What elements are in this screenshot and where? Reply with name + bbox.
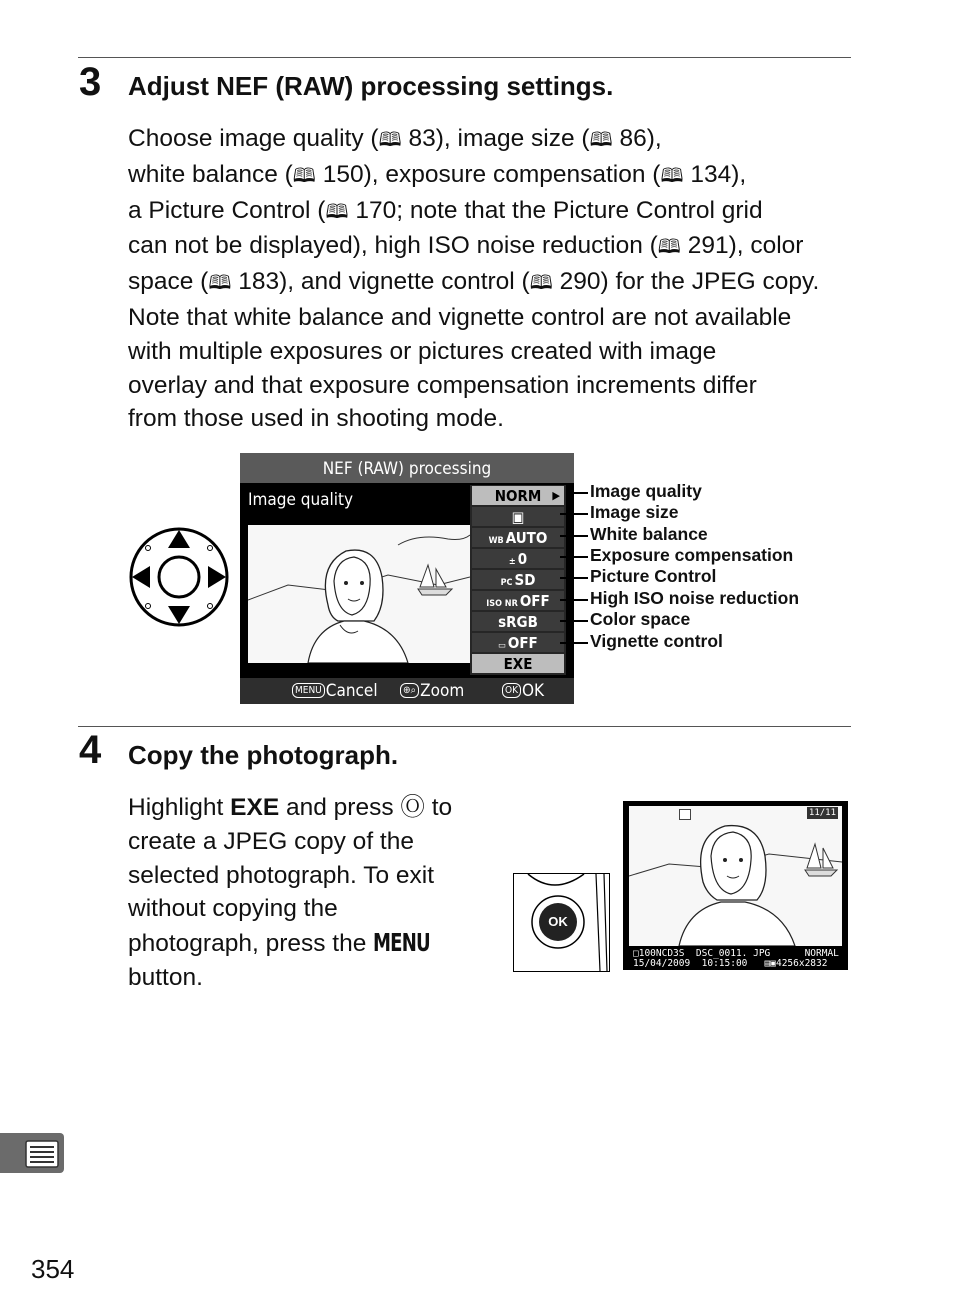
preview-photo xyxy=(248,525,470,663)
description-line: white balance (🕮 150), exposure compensation (🕮 134), xyxy=(128,160,747,188)
callout-label: Vignette control xyxy=(590,631,723,651)
setting-value: OFF xyxy=(519,592,550,610)
playback-screen xyxy=(623,801,848,970)
setting-icon: PC xyxy=(500,578,513,588)
book-reference-icon: 🕮 xyxy=(657,236,681,259)
file-info: □100NCD3S DSC_0011. JPG NORMAL xyxy=(633,948,839,959)
setting-value: AUTO xyxy=(505,529,548,547)
description-line: Note that white balance and vignette control are not available xyxy=(128,303,792,331)
date-info: 15/04/2009 10:15:00 ▤▣4256x2832 xyxy=(633,958,828,969)
callout-leader-line xyxy=(566,492,588,494)
step-number: 4 xyxy=(79,728,102,772)
setting-icon: WB xyxy=(488,536,504,546)
step-description xyxy=(128,122,858,436)
setting-row[interactable] xyxy=(472,570,564,589)
screen-header: NEF (RAW) processing xyxy=(240,453,574,483)
description-line: Choose image quality (🕮 83), image size (🕮 86), xyxy=(128,125,662,152)
step-number: 3 xyxy=(79,60,102,104)
screen-subheader: Image quality xyxy=(248,490,354,510)
book-reference-icon: 🕮 xyxy=(589,129,613,151)
callout-label: High ISO noise reduction xyxy=(590,588,800,608)
step-title: Adjust NEF (RAW) processing settings. xyxy=(128,71,614,101)
callout-leader-line xyxy=(560,620,588,622)
menu-key-icon: MENU xyxy=(292,683,325,698)
callout-leader-line xyxy=(560,556,588,558)
playback-photo xyxy=(629,806,842,946)
setting-value: EXE xyxy=(503,655,533,673)
description-line: space (🕮 183), and vignette control (🕮 290) for the JPEG copy. xyxy=(128,268,820,296)
setting-row[interactable] xyxy=(472,654,564,673)
setting-icon: ± xyxy=(508,557,516,567)
setting-row[interactable] xyxy=(472,612,564,631)
screen-footer xyxy=(240,678,574,704)
setting-value: SD xyxy=(514,571,536,589)
setting-value: OFF xyxy=(507,634,538,652)
section-divider xyxy=(78,726,851,727)
ok-key-icon: OK xyxy=(502,683,521,698)
step-title: Copy the photograph. xyxy=(128,740,399,770)
step-description: Highlight EXE and press Ⓞ to create a JPEG copy of the selected photograph. To exit without copying the photograph, press the MENU button. xyxy=(128,794,453,991)
callout-leader-line xyxy=(560,599,588,601)
description-line: overlay and that exposure compensation increments differ xyxy=(128,371,757,399)
ok-button-icon: Ⓞ xyxy=(400,794,425,821)
right-arrow-icon: ▶ xyxy=(552,489,560,502)
image-counter: 11/11 xyxy=(808,808,836,818)
retouch-menu-tab xyxy=(0,1133,64,1173)
nef-processing-screen xyxy=(240,453,574,704)
book-reference-icon: 🕮 xyxy=(529,272,553,295)
book-reference-icon: 🕮 xyxy=(325,200,349,223)
book-reference-icon: 🕮 xyxy=(292,164,316,187)
setting-row[interactable] xyxy=(472,633,564,652)
setting-row[interactable] xyxy=(472,549,564,568)
callout-label: Color space xyxy=(590,609,691,629)
section-divider-top xyxy=(78,57,851,58)
callout-label: Picture Control xyxy=(590,566,717,586)
setting-value: NORM xyxy=(494,487,542,505)
cancel-hint: MENU Cancel xyxy=(292,678,378,704)
callout-leader-line xyxy=(560,513,588,515)
zoom-key-icon: ⊕⌕ xyxy=(400,683,419,698)
zoom-hint: ⊕⌕ Zoom xyxy=(400,678,464,704)
callout-label: Image size xyxy=(590,502,679,522)
callout-leader-line xyxy=(560,535,588,537)
menu-button-label: MENU xyxy=(373,928,431,958)
book-reference-icon: 🕮 xyxy=(208,272,232,295)
setting-icon: ▭ xyxy=(498,641,506,651)
ok-hint: OK OK xyxy=(502,678,544,704)
setting-row[interactable] xyxy=(472,528,564,547)
book-reference-icon: 🕮 xyxy=(378,129,402,151)
retouch-icon xyxy=(679,809,691,820)
callout-label: Exposure compensation xyxy=(590,545,794,565)
callout-leader-line xyxy=(560,577,588,579)
setting-value: 0 xyxy=(517,550,528,568)
description-line: a Picture Control (🕮 170; note that the Picture Control grid xyxy=(128,196,763,224)
setting-row[interactable] xyxy=(472,486,564,505)
setting-icon: ISO NR xyxy=(486,599,518,609)
setting-row[interactable] xyxy=(472,591,564,610)
setting-value: ▣ xyxy=(511,508,525,526)
ok-button-illustration xyxy=(513,873,610,972)
callout-label: White balance xyxy=(590,524,708,544)
multi-selector-icon xyxy=(128,526,230,628)
setting-value: sRGB xyxy=(498,613,538,631)
setting-row[interactable] xyxy=(472,507,564,526)
callout-leader-line xyxy=(560,642,588,644)
description-line: from those used in shooting mode. xyxy=(128,405,504,433)
exe-label: EXE xyxy=(230,794,280,821)
description-line: can not be displayed), high ISO noise reduction (🕮 291), color xyxy=(128,232,804,260)
book-reference-icon: 🕮 xyxy=(660,164,684,187)
ok-button-label: OK xyxy=(548,914,568,929)
menu-list-icon xyxy=(0,1133,64,1173)
page-number: 354 xyxy=(31,1254,75,1284)
callout-label: Image quality xyxy=(590,481,702,501)
description-line: with multiple exposures or pictures created with image xyxy=(128,337,717,365)
